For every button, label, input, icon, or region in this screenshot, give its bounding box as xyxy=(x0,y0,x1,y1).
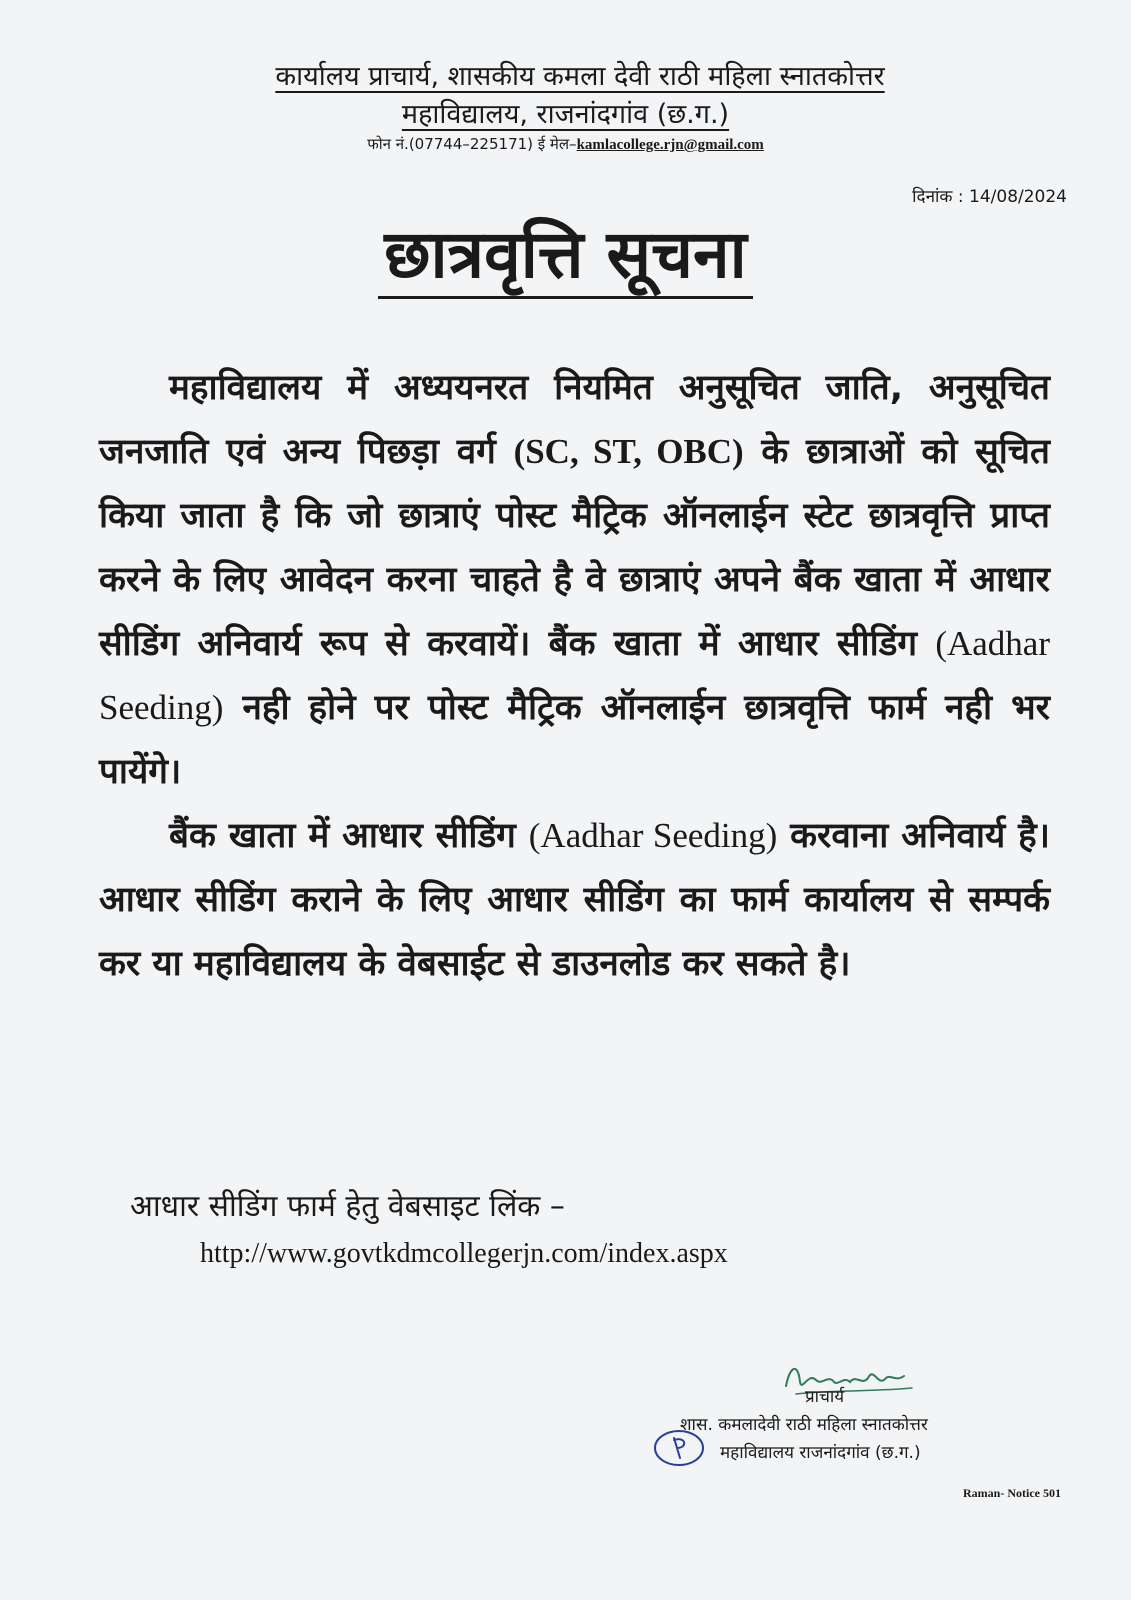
website-link-label: आधार सीडिंग फार्म हेतु वेबसाइट लिंक – xyxy=(130,1189,565,1224)
notice-paragraph-1 xyxy=(99,356,1050,804)
paragraph-1-text-c: नही होने पर पोस्ट मैट्रिक ऑनलाईन छात्रवृत्ति फार्म नही भर पायेंगे। xyxy=(99,688,1050,792)
signatory-title: प्राचार्य xyxy=(805,1387,845,1407)
notice-reference: Raman- Notice 501 xyxy=(963,1486,1061,1500)
category-codes: (SC, ST, OBC) xyxy=(513,432,744,471)
email-link[interactable]: kamlacollege.rjn@gmail.com xyxy=(576,137,764,153)
phone-text: फोन नं.(07744–225171) ई मेल– xyxy=(367,135,577,153)
principal-signature xyxy=(778,1352,918,1402)
notice-title-text: छात्रवृत्ति सूचना xyxy=(378,222,752,299)
aadhar-seeding-term: (Aadhar Seeding) xyxy=(99,624,1050,727)
notice-paragraph-2 xyxy=(99,804,1050,996)
office-header-line2: महाविद्यालय, राजनांदगांव (छ.ग.) xyxy=(401,99,730,130)
notice-body xyxy=(99,356,1050,996)
office-contact xyxy=(0,134,1131,154)
office-header-line1: कार्यालय प्राचार्य, शासकीय कमला देवी राठी महिला स्नातकोत्तर xyxy=(275,61,885,92)
paragraph-1-text-a: महाविद्यालय में अध्ययनरत नियमित अनुसूचित जाति, अनुसूचित जनजाति एवं अन्य पिछड़ा वर्ग xyxy=(99,368,1050,472)
notice-date: दिनांक : 14/08/2024 xyxy=(912,187,1067,207)
signatory-org-line2: महाविद्यालय राजनांदगांव (छ.ग.) xyxy=(720,1443,921,1463)
website-link[interactable]: http://www.govtkdmcollegerjn.com/index.aspx xyxy=(200,1238,728,1269)
paragraph-2-text-b: करवाना अनिवार्य है। आधार सीडिंग कराने के लिए आधार सीडिंग का फार्म कार्यालय से सम्पर्क कर या महाविद्यालय के वेबसाईट से डाउनलोड कर सकते है। xyxy=(99,816,1051,984)
initial-stamp xyxy=(652,1428,706,1468)
paragraph-1-text-b: के छात्राओं को सूचित किया जाता है कि जो छात्राएं पोस्ट मैट्रिक ऑनलाईन स्टेट छात्रवृत्ति प्राप्त करने के लिए आवेदन करना चाहते है वे छात्राएं अपने बैंक खाता में आधार सीडिंग अनिवार्य रूप से करवायें। बैंक खाता में आधार सीडिंग xyxy=(99,432,1050,664)
signatory-org-line1: शास. कमलादेवी राठी महिला स्नातकोत्तर xyxy=(680,1415,928,1435)
paragraph-2-text-a: बैंक खाता में आधार सीडिंग xyxy=(169,816,529,856)
notice-title xyxy=(0,216,1131,299)
aadhar-seeding-term: (Aadhar Seeding) xyxy=(528,816,778,855)
